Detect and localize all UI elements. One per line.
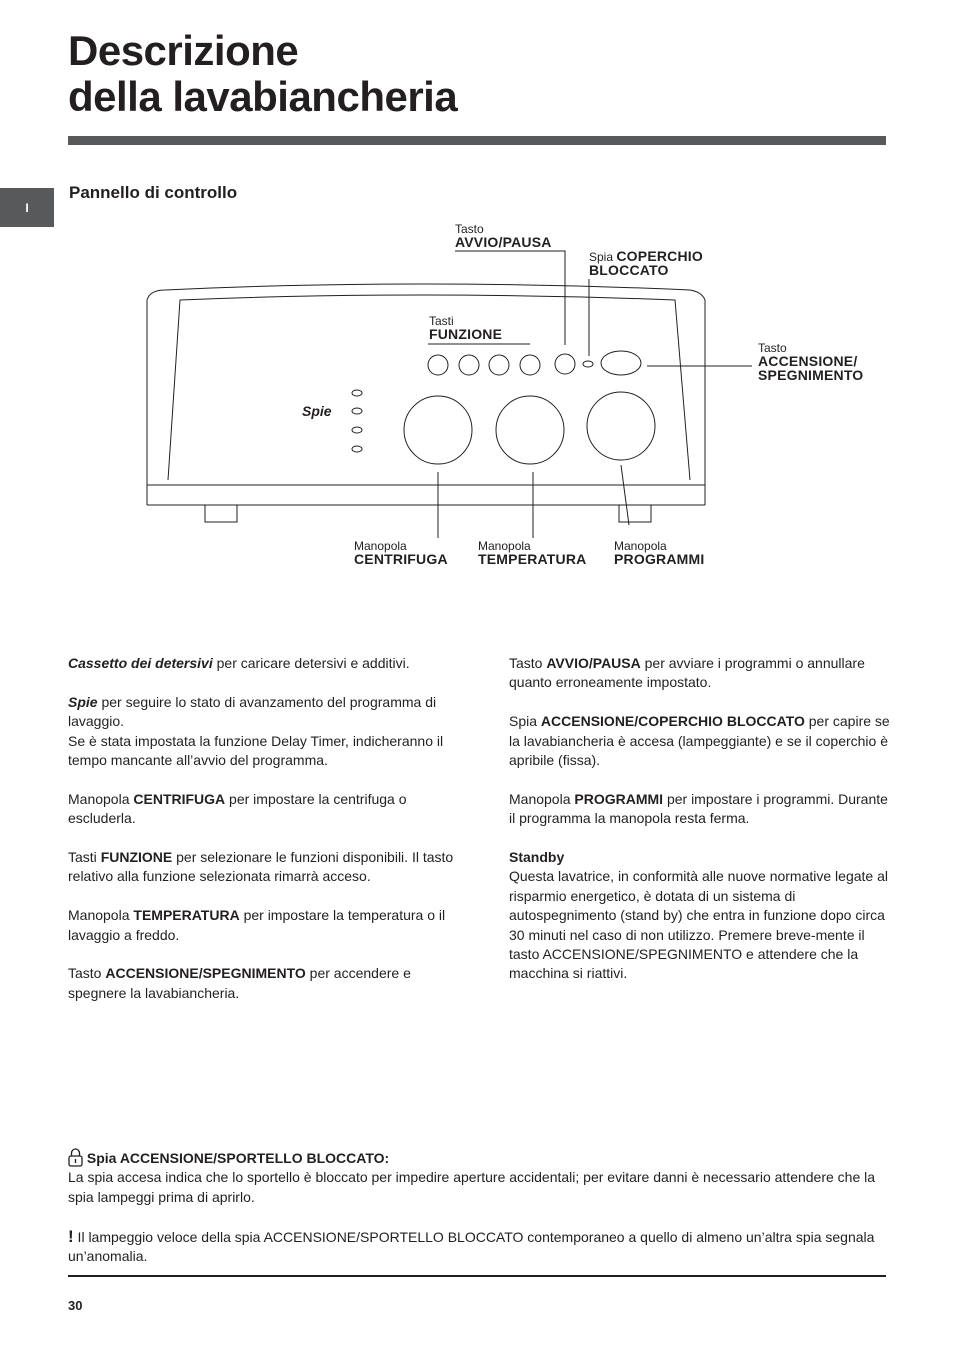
indicator-light-3 — [352, 427, 362, 433]
lock-note-text: La spia accesa indica che lo sportello è bloccato per impedire aperture accidentali; per evitare danni è necessario attendere che la spia lampeggi prima di aprirlo. — [68, 1169, 876, 1205]
para-funzione: Tasti FUNZIONE per selezionare le funzioni disponibili. Il tasto relativo alla funzione selezionata rimarrà acceso. — [68, 849, 454, 885]
para-programmi: Manopola PROGRAMMI per impostare i programmi. Durante il programma la manopola resta ferma. — [509, 790, 888, 827]
left-column — [68, 654, 468, 1023]
para-centrifuga: Manopola CENTRIFUGA per impostare la centrifuga o escluderla. — [68, 790, 407, 827]
language-tab: I — [0, 188, 54, 227]
standby-heading: Standby — [509, 849, 565, 866]
para-spia-coperchio: Spia ACCENSIONE/COPERCHIO BLOCCATO per capire se la lavabiancheria è accesa (lampeggiante) e se il coperchio è apribile (fissa). — [509, 713, 890, 769]
function-button-3 — [489, 355, 509, 375]
para-cassetto: Cassetto dei detersivi per caricare detersivi e additivi. — [68, 655, 410, 671]
lock-note-heading: Spia ACCENSIONE/SPORTELLO BLOCCATO: — [86, 1150, 390, 1166]
section-title: Pannello di controllo — [69, 183, 238, 202]
title-line-2: della lavabiancheria — [68, 73, 458, 120]
label-spie: Spie — [302, 403, 332, 419]
function-button-2 — [459, 355, 479, 375]
indicator-light-2 — [352, 408, 362, 414]
label-temperatura: Manopola TEMPERATURA — [478, 539, 587, 567]
function-button-1 — [428, 355, 448, 375]
leader-programmi — [621, 465, 629, 525]
label-programmi: Manopola PROGRAMMI — [614, 539, 705, 567]
power-button — [601, 351, 641, 375]
para-spie: Spie per seguire lo stato di avanzamento del programma di lavaggio. Se è stata impostata la funzione Delay Timer, indicheranno il tempo mancante all’avvio del programma. — [68, 693, 444, 769]
label-centrifuga: Manopola CENTRIFUGA — [354, 539, 448, 567]
para-temperatura: Manopola TEMPERATURA per impostare la temperatura o il lavaggio a freddo. — [68, 907, 446, 943]
label-avvio-pausa: Tasto AVVIO/PAUSA — [455, 222, 552, 250]
warning-text: Il lampeggio veloce della spia ACCENSIONE/SPORTELLO BLOCCATO contemporaneo a quello di almeno un’altra spia segnala un’anomalia. — [68, 1228, 875, 1265]
function-button-4 — [520, 355, 540, 375]
para-accensione: Tasto ACCENSIONE/SPEGNIMENTO per accendere e spegnere la lavabiancheria. — [68, 965, 411, 1001]
control-panel-diagram — [0, 0, 954, 620]
spin-knob — [404, 396, 472, 464]
start-pause-button — [555, 354, 575, 374]
page-number: 30 — [68, 1298, 83, 1313]
indicator-light-1 — [352, 390, 362, 396]
warning-mark: ! — [68, 1226, 74, 1246]
label-coperchio-bloccato: Spia COPERCHIO BLOCCATO — [589, 248, 703, 278]
para-standby: Standby Questa lavatrice, in conformità alle nuove normative legate al risparmio energetico, è dotata di un sistema di autospegnimento (stand by) che entra in funzione dopo circa 30 minuti nel caso di non utilizzo. Premere breve-mente il tasto ACCENSIONE/SPEGNIMENTO e attendere che la macchina si riattivi. — [509, 849, 888, 982]
label-funzione: Tasti FUNZIONE — [429, 314, 503, 342]
title-line-1: Descrizione — [68, 27, 299, 74]
indicator-light-4 — [352, 446, 362, 452]
panel-foot-right — [619, 505, 651, 522]
para-avvio: Tasto AVVIO/PAUSA per avviare i programmi o annullare quanto erroneamente impostato. — [509, 655, 865, 691]
panel-foot-left — [205, 505, 237, 522]
lock-note — [68, 1147, 888, 1286]
lid-lock-light — [583, 361, 593, 367]
panel-outline — [147, 284, 705, 505]
footer-rule — [68, 1275, 886, 1277]
label-accensione-spegnimento: Tasto ACCENSIONE/ SPEGNIMENTO — [758, 341, 864, 383]
right-column — [509, 654, 891, 1003]
temperature-knob — [496, 396, 564, 464]
padlock-icon — [68, 1147, 83, 1167]
programs-knob — [587, 392, 655, 460]
panel-base — [147, 485, 705, 505]
